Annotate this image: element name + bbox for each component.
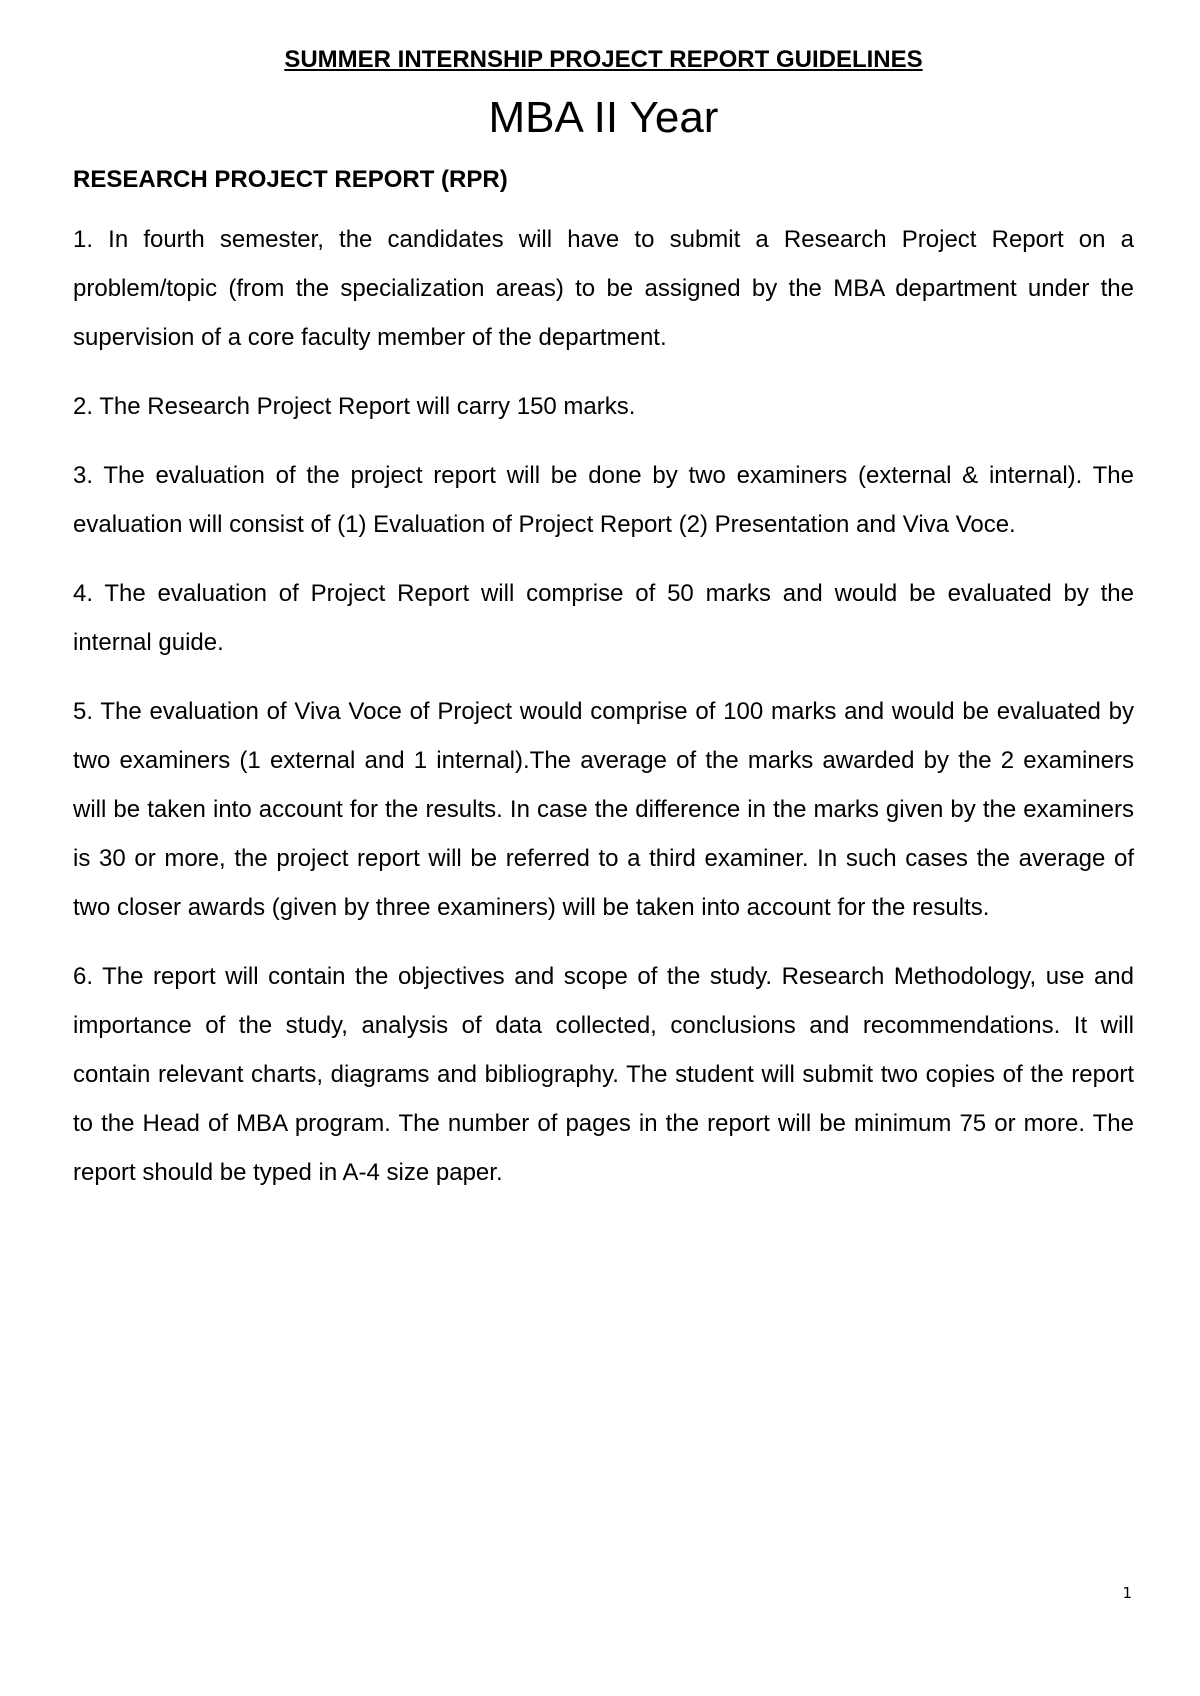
- paragraph-6: 6. The report will contain the objectives and scope of the study. Research Methodology, use and importance of the study, analysis of data collected, conclusions and recommendations. It will contain relevant charts, diagrams and bibliography. The student will submit two copies of the report to the Head of MBA program. The number of pages in the report will be minimum 75 or more. The report should be typed in A-4 size paper.: [73, 963, 1134, 1186]
- paragraph-2: 2. The Research Project Report will carry 150 marks.: [73, 393, 636, 420]
- page-number: 1: [1122, 1584, 1132, 1602]
- section-heading: RESEARCH PROJECT REPORT (RPR): [73, 166, 508, 193]
- paragraph-1: 1. In fourth semester, the candidates will have to submit a Research Project Report on a problem/topic (from the specialization areas) to be assigned by the MBA department under the supervision of a core faculty member of the department.: [73, 226, 1134, 351]
- paragraph-4: 4. The evaluation of Project Report will comprise of 50 marks and would be evaluated by the internal guide.: [73, 580, 1134, 656]
- paragraph-5: 5. The evaluation of Viva Voce of Project would comprise of 100 marks and would be evaluated by two examiners (1 external and 1 internal).The average of the marks awarded by the 2 examiners will be taken into account for the results. In case the difference in the marks given by the examiners is 30 or more, the project report will be referred to a third examiner. In such cases the average of two closer awards (given by three examiners) will be taken into account for the results.: [73, 698, 1134, 921]
- paragraph-3: 3. The evaluation of the project report will be done by two examiners (external & internal). The evaluation will consist of (1) Evaluation of Project Report (2) Presentation and Viva Voce.: [73, 462, 1134, 538]
- document-subtitle: MBA II Year: [488, 93, 719, 142]
- document-title: SUMMER INTERNSHIP PROJECT REPORT GUIDELINES: [284, 46, 923, 73]
